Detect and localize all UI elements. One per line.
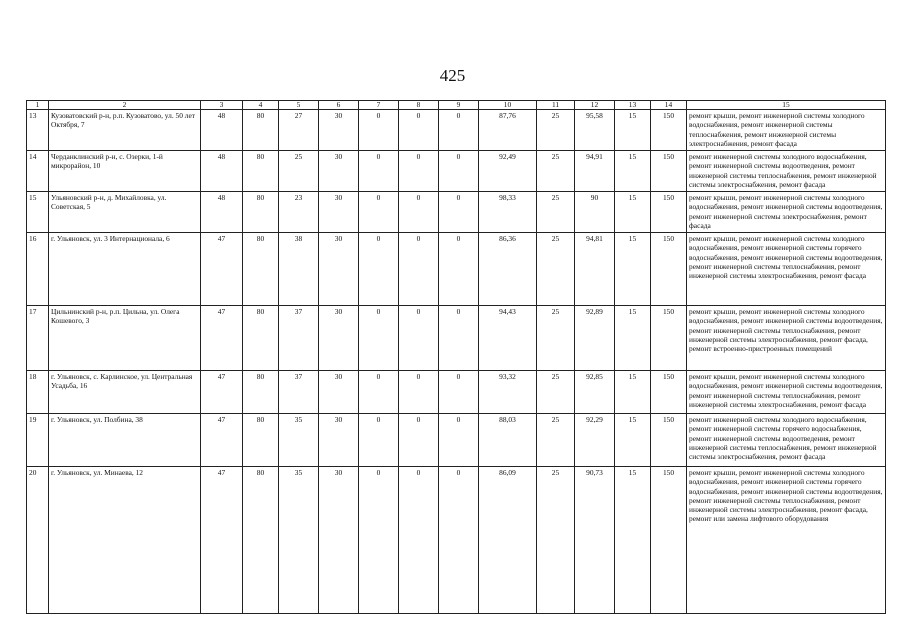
value-cell: 47 bbox=[201, 371, 243, 414]
value-cell: 25 bbox=[537, 192, 575, 233]
value-cell: 15 bbox=[615, 233, 651, 306]
value-cell: 0 bbox=[439, 414, 479, 467]
value-cell: 25 bbox=[279, 151, 319, 192]
value-cell: 80 bbox=[243, 192, 279, 233]
value-cell: 0 bbox=[439, 151, 479, 192]
value-cell: 15 bbox=[615, 192, 651, 233]
value-cell: 30 bbox=[319, 414, 359, 467]
value-cell: 15 bbox=[615, 414, 651, 467]
header-cell: 13 bbox=[615, 101, 651, 110]
value-cell: 90,73 bbox=[575, 467, 615, 614]
value-cell: 25 bbox=[537, 110, 575, 151]
value-cell: 150 bbox=[651, 192, 687, 233]
row-number: 17 bbox=[27, 306, 49, 371]
value-cell: 0 bbox=[399, 110, 439, 151]
header-cell: 3 bbox=[201, 101, 243, 110]
value-cell: 150 bbox=[651, 467, 687, 614]
value-cell: 0 bbox=[359, 371, 399, 414]
work-types-cell: ремонт крыши, ремонт инженерной системы холодного водоснабжения, ремонт инженерной системы водоотведения, ремонт инженерной системы теплоснабжения, ремонт инженерной системы электроснабжения, ремонт фасада bbox=[687, 371, 886, 414]
row-number: 20 bbox=[27, 467, 49, 614]
value-cell: 0 bbox=[359, 110, 399, 151]
value-cell: 150 bbox=[651, 371, 687, 414]
value-cell: 47 bbox=[201, 414, 243, 467]
value-cell: 25 bbox=[537, 414, 575, 467]
value-cell: 48 bbox=[201, 192, 243, 233]
header-cell: 12 bbox=[575, 101, 615, 110]
header-cell: 14 bbox=[651, 101, 687, 110]
work-types-cell: ремонт инженерной системы холодного водоснабжения, ремонт инженерной системы горячего водоснабжения, ремонт инженерной системы водоотведения, ремонт инженерной системы теплоснабжения, ремонт инженерной системы электроснабжения, ремонт фасада bbox=[687, 414, 886, 467]
value-cell: 0 bbox=[359, 414, 399, 467]
value-cell: 80 bbox=[243, 151, 279, 192]
value-cell: 87,76 bbox=[479, 110, 537, 151]
value-cell: 94,43 bbox=[479, 306, 537, 371]
value-cell: 47 bbox=[201, 306, 243, 371]
value-cell: 15 bbox=[615, 110, 651, 151]
table-row bbox=[27, 306, 886, 371]
row-number: 15 bbox=[27, 192, 49, 233]
address-cell: Черданклинский р-н, с. Озерки, 1-й микрорайон, 10 bbox=[49, 151, 201, 192]
header-cell: 9 bbox=[439, 101, 479, 110]
header-cell: 11 bbox=[537, 101, 575, 110]
value-cell: 80 bbox=[243, 110, 279, 151]
value-cell: 80 bbox=[243, 371, 279, 414]
value-cell: 30 bbox=[319, 151, 359, 192]
value-cell: 150 bbox=[651, 233, 687, 306]
row-number: 16 bbox=[27, 233, 49, 306]
header-cell: 2 bbox=[49, 101, 201, 110]
table-row bbox=[27, 233, 886, 306]
value-cell: 30 bbox=[319, 467, 359, 614]
row-number: 18 bbox=[27, 371, 49, 414]
address-cell: г. Ульяновск, с. Карлинское, ул. Центральная Усадьба, 16 bbox=[49, 371, 201, 414]
table-row bbox=[27, 371, 886, 414]
address-cell: Ульяновский р-н, д. Михайловка, ул. Советская, 5 bbox=[49, 192, 201, 233]
value-cell: 0 bbox=[439, 306, 479, 371]
value-cell: 0 bbox=[359, 192, 399, 233]
row-number: 19 bbox=[27, 414, 49, 467]
value-cell: 15 bbox=[615, 306, 651, 371]
header-cell: 15 bbox=[687, 101, 886, 110]
value-cell: 0 bbox=[439, 233, 479, 306]
address-cell: г. Ульяновск, ул. 3 Интернационала, 6 bbox=[49, 233, 201, 306]
work-types-cell: ремонт инженерной системы холодного водоснабжения, ремонт инженерной системы водоотведения, ремонт инженерной системы теплоснабжения, ремонт инженерной системы электроснабжения, ремонт фасада bbox=[687, 151, 886, 192]
header-cell: 10 bbox=[479, 101, 537, 110]
row-number: 13 bbox=[27, 110, 49, 151]
work-types-cell: ремонт крыши, ремонт инженерной системы холодного водоснабжения, ремонт инженерной системы теплоснабжения, ремонт инженерной системы электроснабжения, ремонт фасада bbox=[687, 110, 886, 151]
value-cell: 90 bbox=[575, 192, 615, 233]
value-cell: 92,89 bbox=[575, 306, 615, 371]
header-cell: 5 bbox=[279, 101, 319, 110]
work-types-cell: ремонт крыши, ремонт инженерной системы холодного водоснабжения, ремонт инженерной системы водоотведения, ремонт инженерной системы теплоснабжения, ремонт инженерной системы электроснабжения, ремонт фасада, ремонт встроенно-пристроенных помещений bbox=[687, 306, 886, 371]
value-cell: 0 bbox=[399, 151, 439, 192]
value-cell: 37 bbox=[279, 371, 319, 414]
value-cell: 92,29 bbox=[575, 414, 615, 467]
value-cell: 0 bbox=[359, 467, 399, 614]
value-cell: 0 bbox=[359, 233, 399, 306]
address-cell: г. Ульяновск, ул. Минаева, 12 bbox=[49, 467, 201, 614]
value-cell: 0 bbox=[399, 192, 439, 233]
work-types-cell: ремонт крыши, ремонт инженерной системы холодного водоснабжения, ремонт инженерной системы горячего водоснабжения, ремонт инженерной системы водоотведения, ремонт инженерной системы теплоснабжения, ремонт инженерной системы электроснабжения, ремонт фасада bbox=[687, 233, 886, 306]
repair-table bbox=[26, 100, 886, 614]
value-cell: 30 bbox=[319, 371, 359, 414]
row-number: 14 bbox=[27, 151, 49, 192]
value-cell: 30 bbox=[319, 192, 359, 233]
value-cell: 25 bbox=[537, 306, 575, 371]
table-row bbox=[27, 467, 886, 614]
value-cell: 0 bbox=[399, 233, 439, 306]
header-cell: 1 bbox=[27, 101, 49, 110]
work-types-cell: ремонт крыши, ремонт инженерной системы холодного водоснабжения, ремонт инженерной системы водоотведения, ремонт инженерной системы электроснабжения, ремонт фасада bbox=[687, 192, 886, 233]
value-cell: 92,85 bbox=[575, 371, 615, 414]
table-row bbox=[27, 151, 886, 192]
value-cell: 30 bbox=[319, 233, 359, 306]
value-cell: 94,81 bbox=[575, 233, 615, 306]
value-cell: 0 bbox=[439, 110, 479, 151]
value-cell: 27 bbox=[279, 110, 319, 151]
value-cell: 47 bbox=[201, 233, 243, 306]
value-cell: 37 bbox=[279, 306, 319, 371]
value-cell: 150 bbox=[651, 414, 687, 467]
value-cell: 25 bbox=[537, 371, 575, 414]
header-cell: 7 bbox=[359, 101, 399, 110]
value-cell: 80 bbox=[243, 233, 279, 306]
value-cell: 150 bbox=[651, 151, 687, 192]
address-cell: г. Ульяновск, ул. Полбина, 38 bbox=[49, 414, 201, 467]
value-cell: 0 bbox=[439, 467, 479, 614]
table-row bbox=[27, 192, 886, 233]
table-row bbox=[27, 110, 886, 151]
value-cell: 0 bbox=[439, 192, 479, 233]
value-cell: 30 bbox=[319, 110, 359, 151]
value-cell: 15 bbox=[615, 467, 651, 614]
value-cell: 0 bbox=[439, 371, 479, 414]
value-cell: 35 bbox=[279, 414, 319, 467]
value-cell: 0 bbox=[359, 151, 399, 192]
value-cell: 48 bbox=[201, 151, 243, 192]
value-cell: 25 bbox=[537, 233, 575, 306]
value-cell: 0 bbox=[399, 414, 439, 467]
value-cell: 48 bbox=[201, 110, 243, 151]
value-cell: 95,58 bbox=[575, 110, 615, 151]
address-cell: Кузоватовский р-н, р.п. Кузоватово, ул. 50 лет Октября, 7 bbox=[49, 110, 201, 151]
value-cell: 150 bbox=[651, 110, 687, 151]
header-cell: 4 bbox=[243, 101, 279, 110]
value-cell: 38 bbox=[279, 233, 319, 306]
address-cell: Цильнинский р-н, р.п. Цильна, ул. Олега Кошевого, 3 bbox=[49, 306, 201, 371]
value-cell: 93,32 bbox=[479, 371, 537, 414]
value-cell: 80 bbox=[243, 467, 279, 614]
value-cell: 92,49 bbox=[479, 151, 537, 192]
value-cell: 80 bbox=[243, 306, 279, 371]
page-number: 425 bbox=[439, 66, 466, 85]
value-cell: 35 bbox=[279, 467, 319, 614]
header-cell: 8 bbox=[399, 101, 439, 110]
value-cell: 47 bbox=[201, 467, 243, 614]
value-cell: 15 bbox=[615, 151, 651, 192]
value-cell: 15 bbox=[615, 371, 651, 414]
value-cell: 86,09 bbox=[479, 467, 537, 614]
value-cell: 0 bbox=[359, 306, 399, 371]
value-cell: 0 bbox=[399, 371, 439, 414]
header-row bbox=[27, 101, 886, 110]
work-types-cell: ремонт крыши, ремонт инженерной системы холодного водоснабжения, ремонт инженерной системы горячего водоснабжения, ремонт инженерной системы водоотведения, ремонт инженерной системы теплоснабжения, ремонт инженерной системы электроснабжения, ремонт фасада, ремонт или замена лифтового оборудования bbox=[687, 467, 886, 614]
table-row bbox=[27, 414, 886, 467]
header-cell: 6 bbox=[319, 101, 359, 110]
value-cell: 94,91 bbox=[575, 151, 615, 192]
value-cell: 0 bbox=[399, 306, 439, 371]
value-cell: 150 bbox=[651, 306, 687, 371]
value-cell: 98,33 bbox=[479, 192, 537, 233]
value-cell: 0 bbox=[399, 467, 439, 614]
value-cell: 25 bbox=[537, 151, 575, 192]
value-cell: 25 bbox=[537, 467, 575, 614]
value-cell: 86,36 bbox=[479, 233, 537, 306]
value-cell: 23 bbox=[279, 192, 319, 233]
value-cell: 30 bbox=[319, 306, 359, 371]
value-cell: 88,03 bbox=[479, 414, 537, 467]
value-cell: 80 bbox=[243, 414, 279, 467]
